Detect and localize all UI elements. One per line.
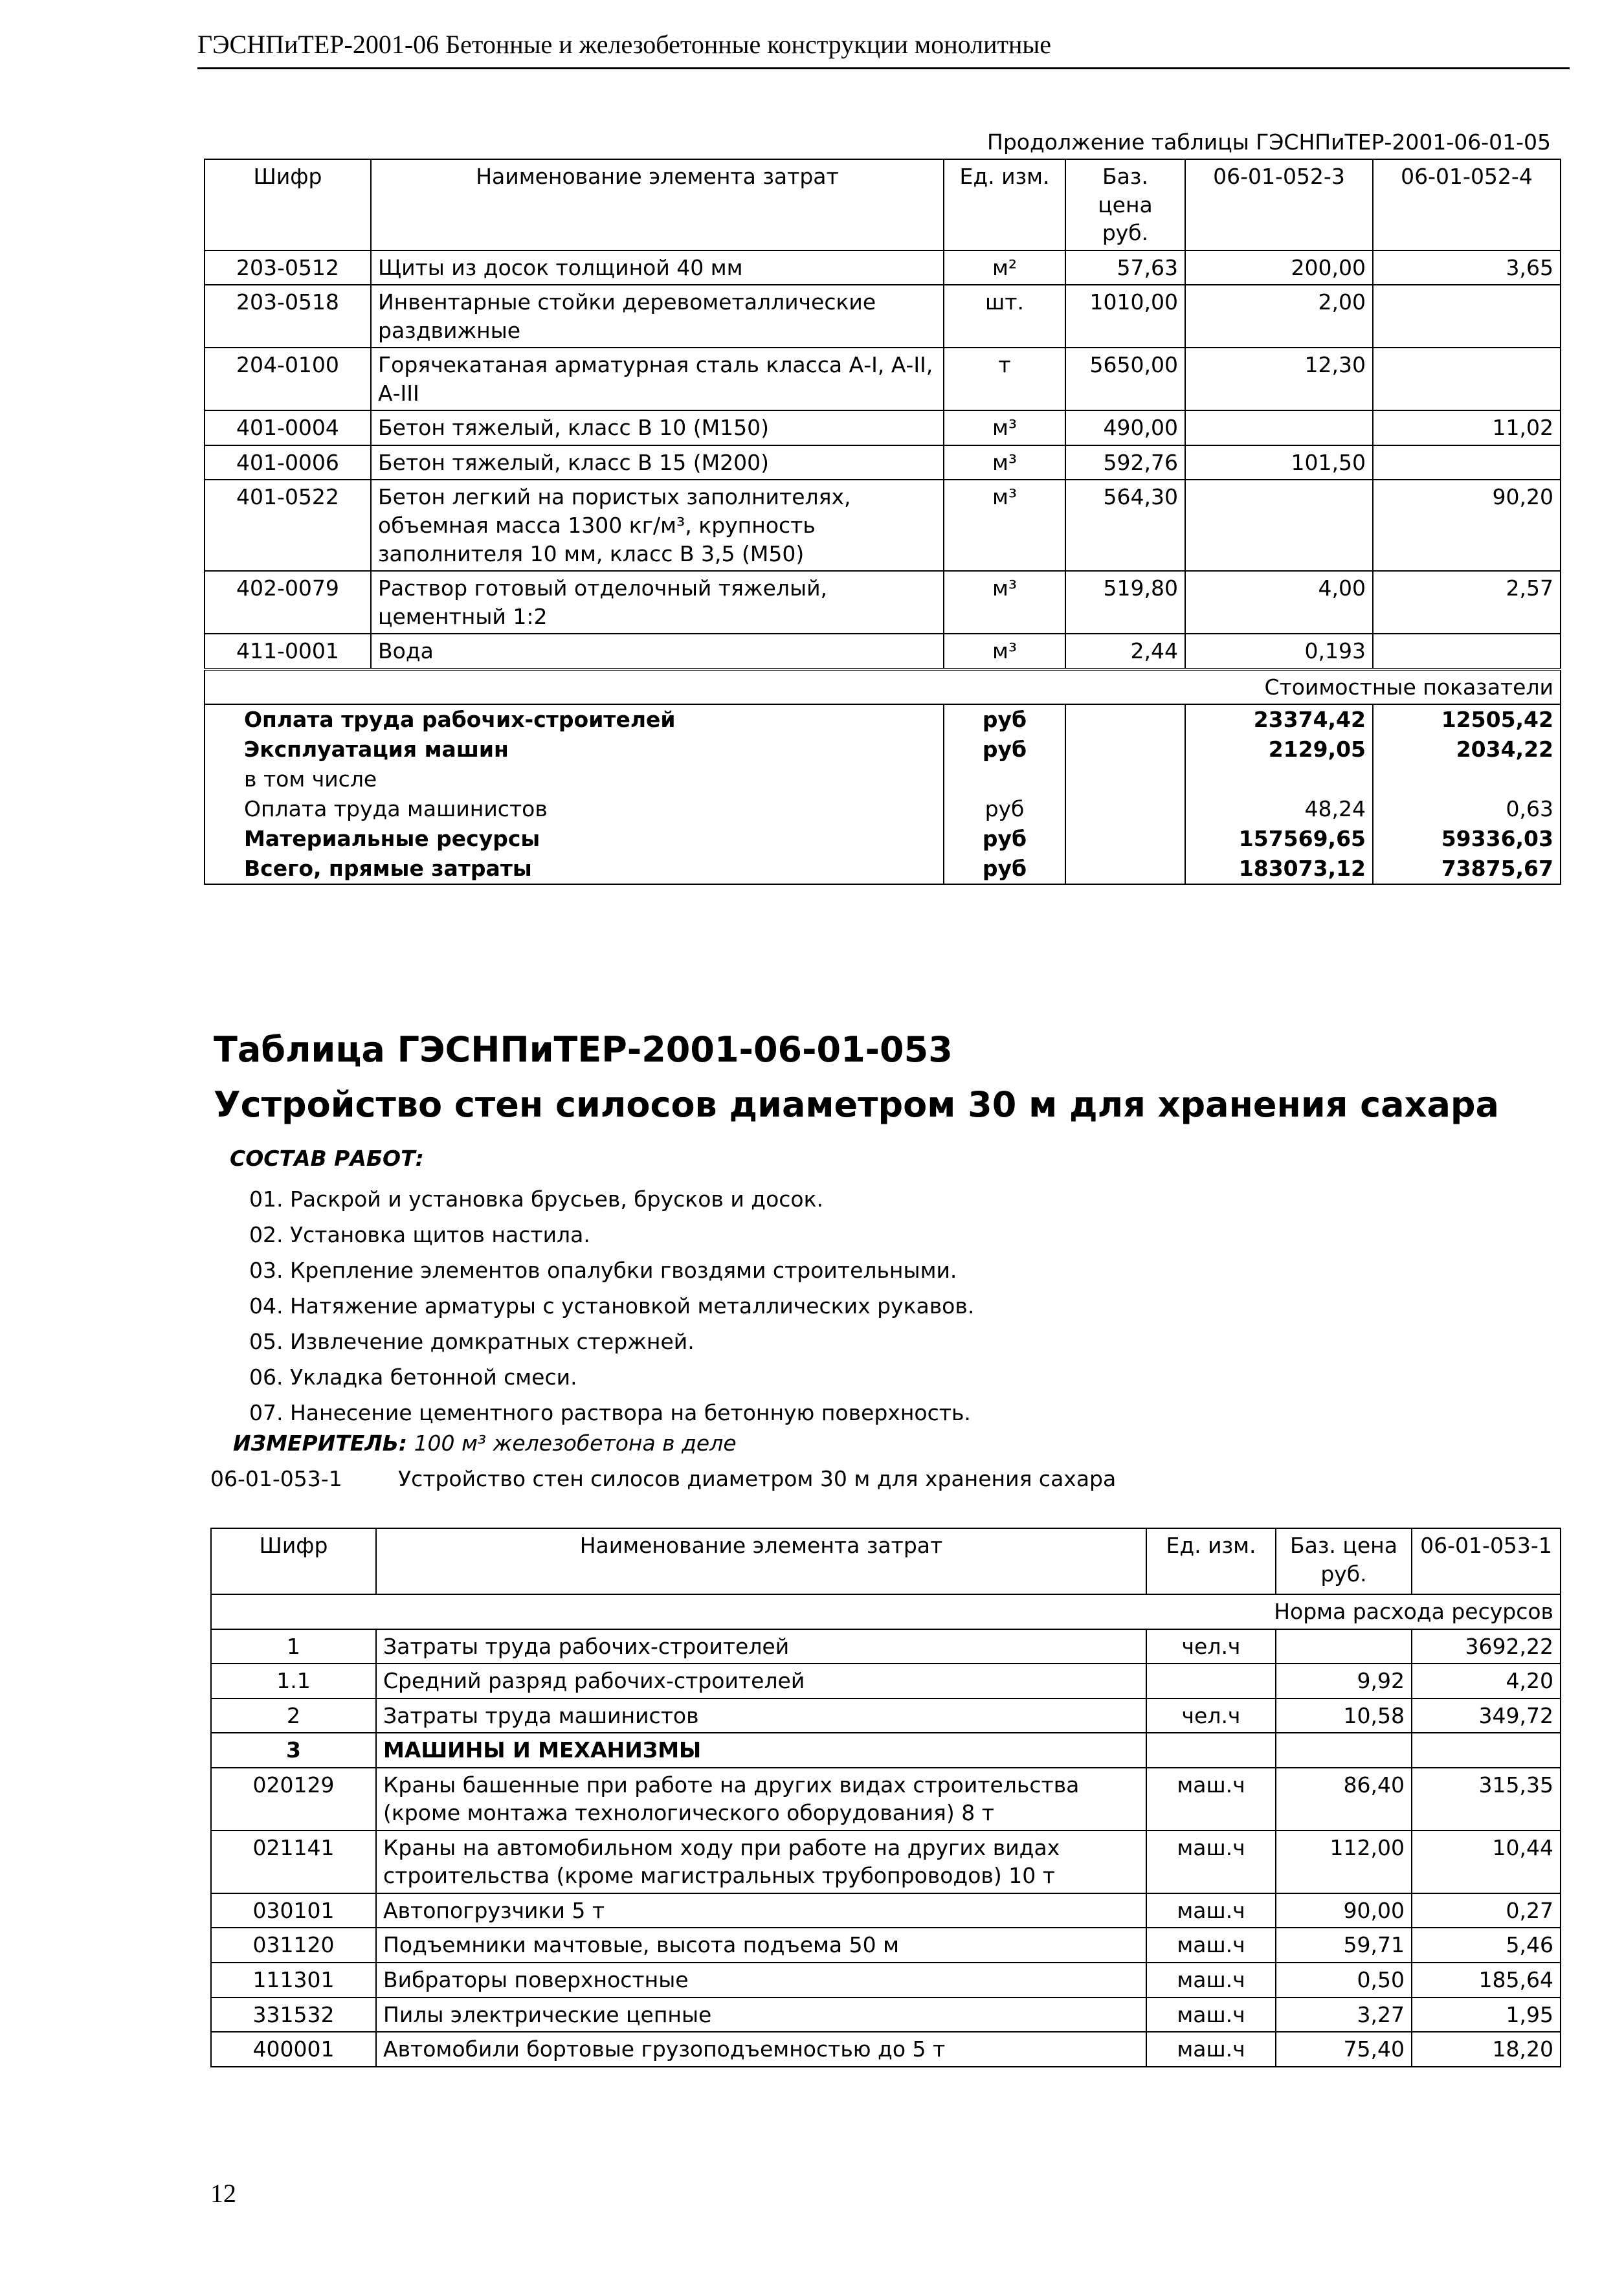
header-name: Наименование элемента затрат	[376, 1528, 1146, 1594]
row-code: 401-0522	[205, 480, 371, 571]
row-value-052-3: 2,00	[1185, 285, 1373, 348]
table-row	[205, 410, 1561, 445]
rate-description: Устройство стен силосов диаметром 30 м для хранения сахара	[398, 1466, 1117, 1491]
header-price: Баз. цена руб.	[1276, 1528, 1412, 1594]
cost-value-052-4: 12505,42	[1373, 704, 1561, 735]
cost-name: Эксплуатация машин	[205, 735, 944, 764]
row-value-052-3: 0,193	[1185, 634, 1373, 669]
table-row	[211, 1629, 1561, 1664]
cost-row	[205, 735, 1561, 764]
row-unit	[1146, 1733, 1276, 1768]
row-unit	[1146, 1664, 1276, 1698]
row-name: МАШИНЫ И МЕХАНИЗМЫ	[376, 1733, 1146, 1768]
table-row	[211, 1893, 1561, 1928]
row-value-052-4: 3,65	[1373, 251, 1561, 285]
row-price: 2,44	[1065, 634, 1185, 669]
row-unit: маш.ч	[1146, 1928, 1276, 1963]
table-row	[211, 1698, 1561, 1733]
cost-value-052-3: 48,24	[1185, 794, 1373, 824]
row-value-053-1: 10,44	[1412, 1831, 1561, 1893]
row-value-052-3: 200,00	[1185, 251, 1373, 285]
cost-row	[205, 704, 1561, 735]
page-header: ГЭСНПиТЕР-2001-06 Бетонные и железобетонные конструкции монолитные	[197, 30, 1052, 59]
row-value-053-1: 185,64	[1412, 1963, 1561, 1998]
work-item: 02. Установка щитов настила.	[249, 1222, 590, 1247]
header-code: Шифр	[211, 1528, 376, 1594]
row-unit: м³	[944, 634, 1065, 669]
cost-value-052-3: 183073,12	[1185, 854, 1373, 884]
header-unit: Ед. изм.	[1146, 1528, 1276, 1594]
row-code: 401-0004	[205, 410, 371, 445]
cost-value-052-3	[1185, 764, 1373, 794]
table-row	[205, 571, 1561, 634]
row-value-052-3	[1185, 480, 1373, 571]
cost-row	[205, 824, 1561, 854]
row-name: Автомобили бортовые грузоподъемностью до 5 т	[376, 2032, 1146, 2067]
cost-row	[205, 794, 1561, 824]
empty-price	[1065, 854, 1185, 884]
row-price: 1010,00	[1065, 285, 1185, 348]
table-row	[211, 1831, 1561, 1893]
row-code: 331532	[211, 1998, 376, 2032]
cost-name: Оплата труда рабочих-строителей	[205, 704, 944, 735]
row-code: 031120	[211, 1928, 376, 1963]
row-value-052-4: 2,57	[1373, 571, 1561, 634]
row-value-052-3: 4,00	[1185, 571, 1373, 634]
row-name: Автопогрузчики 5 т	[376, 1893, 1146, 1928]
cost-value-052-4	[1373, 764, 1561, 794]
row-price: 59,71	[1276, 1928, 1412, 1963]
row-value-053-1: 5,46	[1412, 1928, 1561, 1963]
table-row	[205, 445, 1561, 480]
row-price: 519,80	[1065, 571, 1185, 634]
cost-unit: руб	[944, 854, 1065, 884]
row-price	[1276, 1733, 1412, 1768]
row-price: 10,58	[1276, 1698, 1412, 1733]
cost-value-052-3: 157569,65	[1185, 824, 1373, 854]
row-name: Краны башенные при работе на других видах строительства (кроме монтажа технологического оборудования) 8 т	[376, 1768, 1146, 1831]
table-title: Таблица ГЭСНПиТЕР-2001-06-01-053	[214, 1029, 953, 1070]
cost-value-052-4: 0,63	[1373, 794, 1561, 824]
row-value-053-1: 315,35	[1412, 1768, 1561, 1831]
row-value-052-4: 90,20	[1373, 480, 1561, 571]
cost-unit: руб	[944, 704, 1065, 735]
work-item: 01. Раскрой и установка брусьев, брусков и досок.	[249, 1186, 824, 1212]
resources-table-052	[204, 159, 1561, 885]
cost-unit	[944, 764, 1065, 794]
row-value-053-1: 4,20	[1412, 1664, 1561, 1698]
resources-table-053	[210, 1528, 1561, 2067]
table-row	[205, 251, 1561, 285]
table-row	[211, 1963, 1561, 1998]
row-price: 0,50	[1276, 1963, 1412, 1998]
row-value-052-3: 12,30	[1185, 348, 1373, 410]
table-row	[211, 1768, 1561, 1831]
table-continuation-caption: Продолжение таблицы ГЭСНПиТЕР-2001-06-01-05	[987, 129, 1552, 155]
empty-price	[1065, 735, 1185, 764]
row-unit: чел.ч	[1146, 1629, 1276, 1664]
row-unit: чел.ч	[1146, 1698, 1276, 1733]
row-code: 021141	[211, 1831, 376, 1893]
cost-caption-row	[205, 669, 1561, 705]
work-item: 03. Крепление элементов опалубки гвоздями строительными.	[249, 1258, 957, 1283]
header-price: Баз. цена руб.	[1065, 159, 1185, 251]
row-unit: м²	[944, 251, 1065, 285]
measure-line	[233, 1431, 737, 1456]
row-price: 3,27	[1276, 1998, 1412, 2032]
cost-caption: Стоимостные показатели	[205, 669, 1561, 705]
row-price: 9,92	[1276, 1664, 1412, 1698]
row-value-053-1: 18,20	[1412, 2032, 1561, 2067]
cost-value-052-4: 2034,22	[1373, 735, 1561, 764]
work-item: 04. Натяжение арматуры с установкой металлических рукавов.	[249, 1293, 975, 1319]
row-value-053-1: 0,27	[1412, 1893, 1561, 1928]
cost-value-052-4: 59336,03	[1373, 824, 1561, 854]
empty-price	[1065, 764, 1185, 794]
row-value-052-4: 11,02	[1373, 410, 1561, 445]
row-code: 1.1	[211, 1664, 376, 1698]
work-item: 05. Извлечение домкратных стержней.	[249, 1329, 695, 1354]
row-code: 020129	[211, 1768, 376, 1831]
row-price: 86,40	[1276, 1768, 1412, 1831]
header-name: Наименование элемента затрат	[371, 159, 944, 251]
page-number: 12	[210, 2179, 236, 2208]
row-price: 5650,00	[1065, 348, 1185, 410]
row-value-053-1	[1412, 1733, 1561, 1768]
rate-code-line	[210, 1466, 1116, 1491]
row-price	[1276, 1629, 1412, 1664]
row-name: Затраты труда рабочих-строителей	[376, 1629, 1146, 1664]
row-name: Инвентарные стойки деревометаллические раздвижные	[371, 285, 944, 348]
row-name: Вибраторы поверхностные	[376, 1963, 1146, 1998]
row-unit: шт.	[944, 285, 1065, 348]
row-code: 203-0512	[205, 251, 371, 285]
row-code: 411-0001	[205, 634, 371, 669]
norm-caption-row	[211, 1594, 1561, 1629]
cost-unit: руб	[944, 824, 1065, 854]
row-price: 112,00	[1276, 1831, 1412, 1893]
row-unit: м³	[944, 410, 1065, 445]
table-row	[211, 2032, 1561, 2067]
header-col-052-3: 06-01-052-3	[1185, 159, 1373, 251]
table-row	[205, 285, 1561, 348]
row-name: Бетон тяжелый, класс В 10 (М150)	[371, 410, 944, 445]
table-row	[211, 1664, 1561, 1698]
row-code: 402-0079	[205, 571, 371, 634]
table-row	[205, 480, 1561, 571]
row-value-052-4	[1373, 348, 1561, 410]
works-list	[249, 1181, 974, 1431]
row-name: Пилы электрические цепные	[376, 1998, 1146, 2032]
row-unit: м³	[944, 445, 1065, 480]
table-row	[211, 1928, 1561, 1963]
row-code: 401-0006	[205, 445, 371, 480]
row-unit: маш.ч	[1146, 1963, 1276, 1998]
table-row	[205, 348, 1561, 410]
norm-caption: Норма расхода ресурсов	[211, 1594, 1561, 1629]
empty-price	[1065, 704, 1185, 735]
header-unit: Ед. изм.	[944, 159, 1065, 251]
measure-value: 100 м³ железобетона в деле	[414, 1431, 737, 1456]
row-value-053-1: 3692,22	[1412, 1629, 1561, 1664]
row-value-052-4	[1373, 285, 1561, 348]
row-code: 3	[211, 1733, 376, 1768]
row-name: Бетон тяжелый, класс В 15 (М200)	[371, 445, 944, 480]
measure-label: ИЗМЕРИТЕЛЬ:	[233, 1431, 408, 1456]
cost-name: в том числе	[205, 764, 944, 794]
cost-row	[205, 764, 1561, 794]
row-name: Вода	[371, 634, 944, 669]
row-price: 90,00	[1276, 1893, 1412, 1928]
row-name: Краны на автомобильном ходу при работе на других видах строительства (кроме магистральных трубопроводов) 10 т	[376, 1831, 1146, 1893]
row-price: 75,40	[1276, 2032, 1412, 2067]
row-name: Затраты труда машинистов	[376, 1698, 1146, 1733]
row-price: 592,76	[1065, 445, 1185, 480]
cost-unit: руб	[944, 735, 1065, 764]
row-value-053-1: 1,95	[1412, 1998, 1561, 2032]
row-value-052-3	[1185, 410, 1373, 445]
row-unit: маш.ч	[1146, 1768, 1276, 1831]
row-unit: м³	[944, 571, 1065, 634]
row-name: Раствор готовый отделочный тяжелый, цементный 1:2	[371, 571, 944, 634]
row-code: 400001	[211, 2032, 376, 2067]
table-subtitle: Устройство стен силосов диаметром 30 м для хранения сахара	[214, 1084, 1499, 1125]
row-unit: маш.ч	[1146, 2032, 1276, 2067]
row-name: Бетон легкий на пористых заполнителях, объемная масса 1300 кг/м³, крупность заполнителя 10 мм, класс В 3,5 (М50)	[371, 480, 944, 571]
row-unit: т	[944, 348, 1065, 410]
header-rule	[197, 67, 1570, 69]
table-header-row	[211, 1528, 1561, 1594]
row-code: 111301	[211, 1963, 376, 1998]
cost-name: Всего, прямые затраты	[205, 854, 944, 884]
row-name: Горячекатаная арматурная сталь класса А-I, А-II, А-III	[371, 348, 944, 410]
row-unit: маш.ч	[1146, 1831, 1276, 1893]
row-code: 203-0518	[205, 285, 371, 348]
row-code: 1	[211, 1629, 376, 1664]
header-code: Шифр	[205, 159, 371, 251]
cost-value-052-4: 73875,67	[1373, 854, 1561, 884]
cost-name: Материальные ресурсы	[205, 824, 944, 854]
row-name: Щиты из досок толщиной 40 мм	[371, 251, 944, 285]
cost-value-052-3: 23374,42	[1185, 704, 1373, 735]
row-code: 030101	[211, 1893, 376, 1928]
row-value-053-1: 349,72	[1412, 1698, 1561, 1733]
row-value-052-3: 101,50	[1185, 445, 1373, 480]
cost-row	[205, 854, 1561, 884]
row-value-052-4	[1373, 445, 1561, 480]
row-unit: маш.ч	[1146, 1893, 1276, 1928]
row-price: 490,00	[1065, 410, 1185, 445]
table-row	[211, 1733, 1561, 1768]
row-unit: маш.ч	[1146, 1998, 1276, 2032]
works-label: СОСТАВ РАБОТ:	[230, 1146, 424, 1171]
work-item: 06. Укладка бетонной смеси.	[249, 1364, 577, 1390]
cost-value-052-3: 2129,05	[1185, 735, 1373, 764]
cost-name: Оплата труда машинистов	[205, 794, 944, 824]
row-unit: м³	[944, 480, 1065, 571]
header-col-053-1: 06-01-053-1	[1412, 1528, 1561, 1594]
row-code: 204-0100	[205, 348, 371, 410]
row-price: 57,63	[1065, 251, 1185, 285]
table-row	[205, 634, 1561, 669]
empty-price	[1065, 794, 1185, 824]
table-row	[211, 1998, 1561, 2032]
cost-unit: руб	[944, 794, 1065, 824]
empty-price	[1065, 824, 1185, 854]
row-price: 564,30	[1065, 480, 1185, 571]
row-code: 2	[211, 1698, 376, 1733]
header-col-052-4: 06-01-052-4	[1373, 159, 1561, 251]
table-header-row	[205, 159, 1561, 251]
row-value-052-4	[1373, 634, 1561, 669]
rate-code: 06-01-053-1	[210, 1466, 342, 1491]
work-item: 07. Нанесение цементного раствора на бетонную поверхность.	[249, 1400, 971, 1425]
row-name: Средний разряд рабочих-строителей	[376, 1664, 1146, 1698]
row-name: Подъемники мачтовые, высота подъема 50 м	[376, 1928, 1146, 1963]
